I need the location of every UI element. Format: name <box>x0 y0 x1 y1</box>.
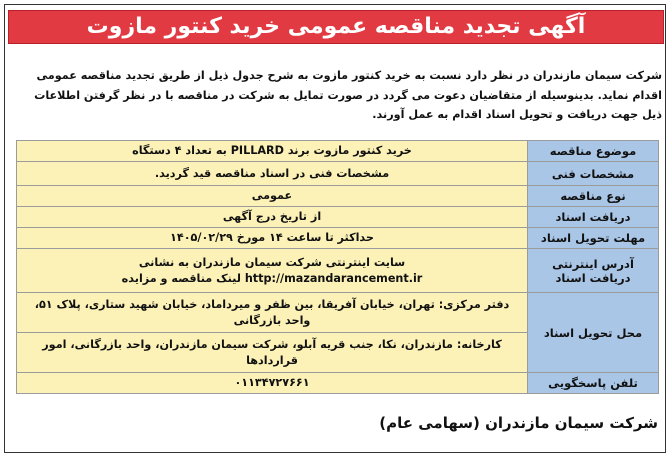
row-value-central-office: دفتر مرکزی: تهران، خیابان آفریقا، بین ظفر و میرداماد، خیابان شهید ستاری، پلاک ۵۱، واحد بازرگانی <box>17 293 528 333</box>
internet-address-line1: سایت اینترنتی شرکت سیمان مازندران به نشانی <box>138 255 406 269</box>
internet-address-line2: http://mazandarancement.ir لینک مناقصه و مزایده <box>121 271 423 285</box>
row-value: حداکثر تا ساعت ۱۴ مورخ ۱۴۰۵/۰۲/۲۹ <box>17 228 528 249</box>
table-row <box>17 293 659 333</box>
notice-title: آگهی تجدید مناقصه عمومی خرید کنتور مازوت <box>86 14 586 39</box>
tender-details-table <box>16 140 659 394</box>
row-value <box>17 249 528 293</box>
intro-paragraph <box>12 66 662 125</box>
table-row <box>17 228 659 249</box>
notice-title-banner <box>8 10 664 44</box>
row-label: نوع مناقصه <box>528 186 659 207</box>
row-value: از تاریخ درج آگهی <box>17 207 528 228</box>
table-row <box>17 141 659 162</box>
table-row <box>17 162 659 186</box>
row-value-factory: کارخانه: مازندران، نکا، جنب قریه آبلو، شرکت سیمان مازندران، واحد بازرگانی، امور قراردادها <box>17 333 528 373</box>
table-row <box>17 207 659 228</box>
row-label: مشخصات فنی <box>528 162 659 186</box>
company-signature: شرکت سیمان مازندران (سهامی عام) <box>379 414 658 432</box>
row-label: دریافت اسناد <box>528 207 659 228</box>
row-label: مهلت تحویل اسناد <box>528 228 659 249</box>
row-value: خرید کنتور مازوت برند PILLARD به تعداد ۴ دستگاه <box>17 141 528 162</box>
table-row <box>17 249 659 293</box>
row-value-phone: ۰۱۱۳۴۷۲۷۶۶۱ <box>17 373 528 394</box>
row-label: آدرس اینترنتی دریافت اسناد <box>528 249 659 293</box>
row-label: موضوع مناقصه <box>528 141 659 162</box>
table-row <box>17 373 659 394</box>
row-value: عمومی <box>17 186 528 207</box>
intro-company-name: شرکت سیمان مازندران <box>533 69 662 82</box>
row-value: مشخصات فنی در اسناد مناقصه قید گردید. <box>17 162 528 186</box>
row-label: تلفن پاسخگویی <box>528 373 659 394</box>
row-label: محل تحویل اسناد <box>528 293 659 373</box>
table-row <box>17 186 659 207</box>
intro-text: در نظر دارد نسبت به خرید کنتور مازوت به شرح جدول ذیل از طریق تجدید مناقصه عمومی اقدام نماید. بدینوسیله از متقاضیان دعوت می گردد در صورت تمایل به شرکت در مناقصه با در نظر گرفتن اطلاعات ذیل جهت دریافت و تحویل اسناد اقدام به عمل آورند. <box>34 69 662 121</box>
